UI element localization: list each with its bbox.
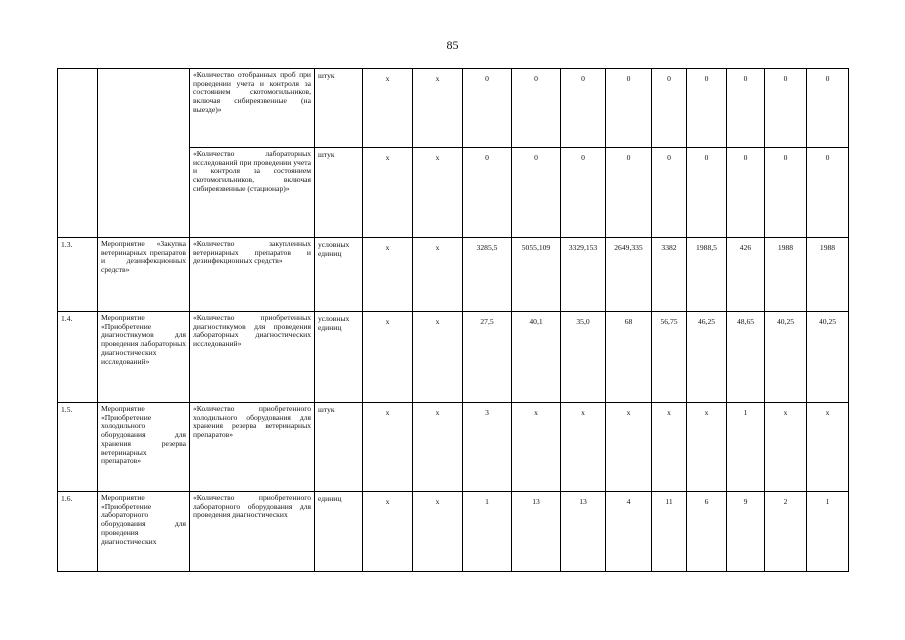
row-value: 40,1: [512, 312, 561, 403]
row-value: 0: [463, 69, 512, 148]
row-value: 4: [606, 492, 652, 572]
row-indicator: «Количество приобретенных диагностикумов для проведения лабораторных диагностических исследований»: [190, 312, 315, 403]
row-unit: условных единиц: [315, 238, 363, 312]
row-value: 46,25: [687, 312, 727, 403]
indicators-table: [57, 68, 849, 572]
table-row: [58, 238, 849, 312]
row-value: 5055,109: [512, 238, 561, 312]
row-value: 1: [807, 492, 849, 572]
row-value: 0: [606, 69, 652, 148]
row-index: 1.6.: [58, 492, 98, 572]
page-number: 85: [446, 38, 459, 52]
row-unit: штук: [315, 403, 363, 492]
row-value: х: [413, 403, 463, 492]
row-value: 2: [765, 492, 807, 572]
row-value: х: [765, 403, 807, 492]
row-index: [58, 69, 98, 238]
row-value: 3329,153: [561, 238, 606, 312]
row-value: 13: [512, 492, 561, 572]
row-value: 1: [727, 403, 765, 492]
row-value: х: [413, 69, 463, 148]
row-value: 0: [561, 69, 606, 148]
row-value: 3285,5: [463, 238, 512, 312]
row-value: 3382: [652, 238, 687, 312]
row-unit: условных единиц: [315, 312, 363, 403]
row-value: х: [363, 492, 413, 572]
row-value: 35,0: [561, 312, 606, 403]
row-value: 9: [727, 492, 765, 572]
row-value: х: [561, 403, 606, 492]
row-value: 13: [561, 492, 606, 572]
row-value: 0: [652, 148, 687, 238]
row-indicator: «Количество лабораторных исследований при проведении учета и контроля за состоянием скотомогильников, включая сибиреязвенные (стационар)»: [190, 148, 315, 238]
row-value: 0: [687, 69, 727, 148]
row-value: 426: [727, 238, 765, 312]
row-value: х: [363, 238, 413, 312]
row-value: 27,5: [463, 312, 512, 403]
row-value: 1: [463, 492, 512, 572]
row-value: 40,25: [807, 312, 849, 403]
row-value: х: [807, 403, 849, 492]
table-row: [58, 403, 849, 492]
table-row: [58, 69, 849, 148]
row-value: 0: [561, 148, 606, 238]
row-value: 48,65: [727, 312, 765, 403]
row-value: 0: [807, 148, 849, 238]
row-value: 11: [652, 492, 687, 572]
row-value: х: [413, 148, 463, 238]
row-value: 0: [512, 148, 561, 238]
row-indicator: «Количество закупленных ветеринарных препаратов и дезинфекционных средств»: [190, 238, 315, 312]
row-value: 2649,335: [606, 238, 652, 312]
row-value: 0: [652, 69, 687, 148]
row-value: 1988: [765, 238, 807, 312]
row-indicator: «Количество приобретенного лабораторного оборудования для проведения диагностических: [190, 492, 315, 572]
row-unit: штук: [315, 148, 363, 238]
table-row: [58, 492, 849, 572]
row-value: 0: [765, 69, 807, 148]
row-value: 56,75: [652, 312, 687, 403]
row-value: 6: [687, 492, 727, 572]
row-value: 0: [727, 148, 765, 238]
row-index: 1.4.: [58, 312, 98, 403]
row-value: 68: [606, 312, 652, 403]
table-row: [58, 312, 849, 403]
row-value: 0: [606, 148, 652, 238]
row-value: 40,25: [765, 312, 807, 403]
row-value: 0: [687, 148, 727, 238]
row-value: 0: [765, 148, 807, 238]
row-value: х: [687, 403, 727, 492]
row-value: 0: [463, 148, 512, 238]
row-value: 0: [512, 69, 561, 148]
row-event: Мероприятие «Приобретение холодильного оборудования для хранения резерва ветеринарных препаратов»: [98, 403, 190, 492]
row-event: Мероприятие «Приобретение диагностикумов для проведения лабораторных диагностических исследований»: [98, 312, 190, 403]
row-index: 1.3.: [58, 238, 98, 312]
row-value: х: [363, 403, 413, 492]
row-value: х: [606, 403, 652, 492]
row-value: х: [363, 312, 413, 403]
row-value: 0: [807, 69, 849, 148]
row-value: х: [363, 69, 413, 148]
row-value: 3: [463, 403, 512, 492]
row-indicator: «Количество приобретенного холодильного оборудования для хранения резерва ветеринарных препаратов»: [190, 403, 315, 492]
row-event: Мероприятие «Закупка ветеринарных препаратов и дезинфекционных средств»: [98, 238, 190, 312]
row-value: 1988,5: [687, 238, 727, 312]
row-value: х: [652, 403, 687, 492]
row-value: х: [363, 148, 413, 238]
table-body: [58, 69, 849, 572]
row-event: Мероприятие «Приобретение лабораторного оборудования для проведения диагностических: [98, 492, 190, 572]
row-value: 0: [727, 69, 765, 148]
row-value: х: [413, 492, 463, 572]
row-event: [98, 69, 190, 238]
row-value: х: [413, 312, 463, 403]
row-value: х: [512, 403, 561, 492]
row-indicator: «Количество отобранных проб при проведении учета и контроля за состоянием скотомогильников, включая сибиреязвенные (на выезде)»: [190, 69, 315, 148]
row-unit: единиц: [315, 492, 363, 572]
row-index: 1.5.: [58, 403, 98, 492]
row-unit: штук: [315, 69, 363, 148]
row-value: 1988: [807, 238, 849, 312]
row-value: х: [413, 238, 463, 312]
